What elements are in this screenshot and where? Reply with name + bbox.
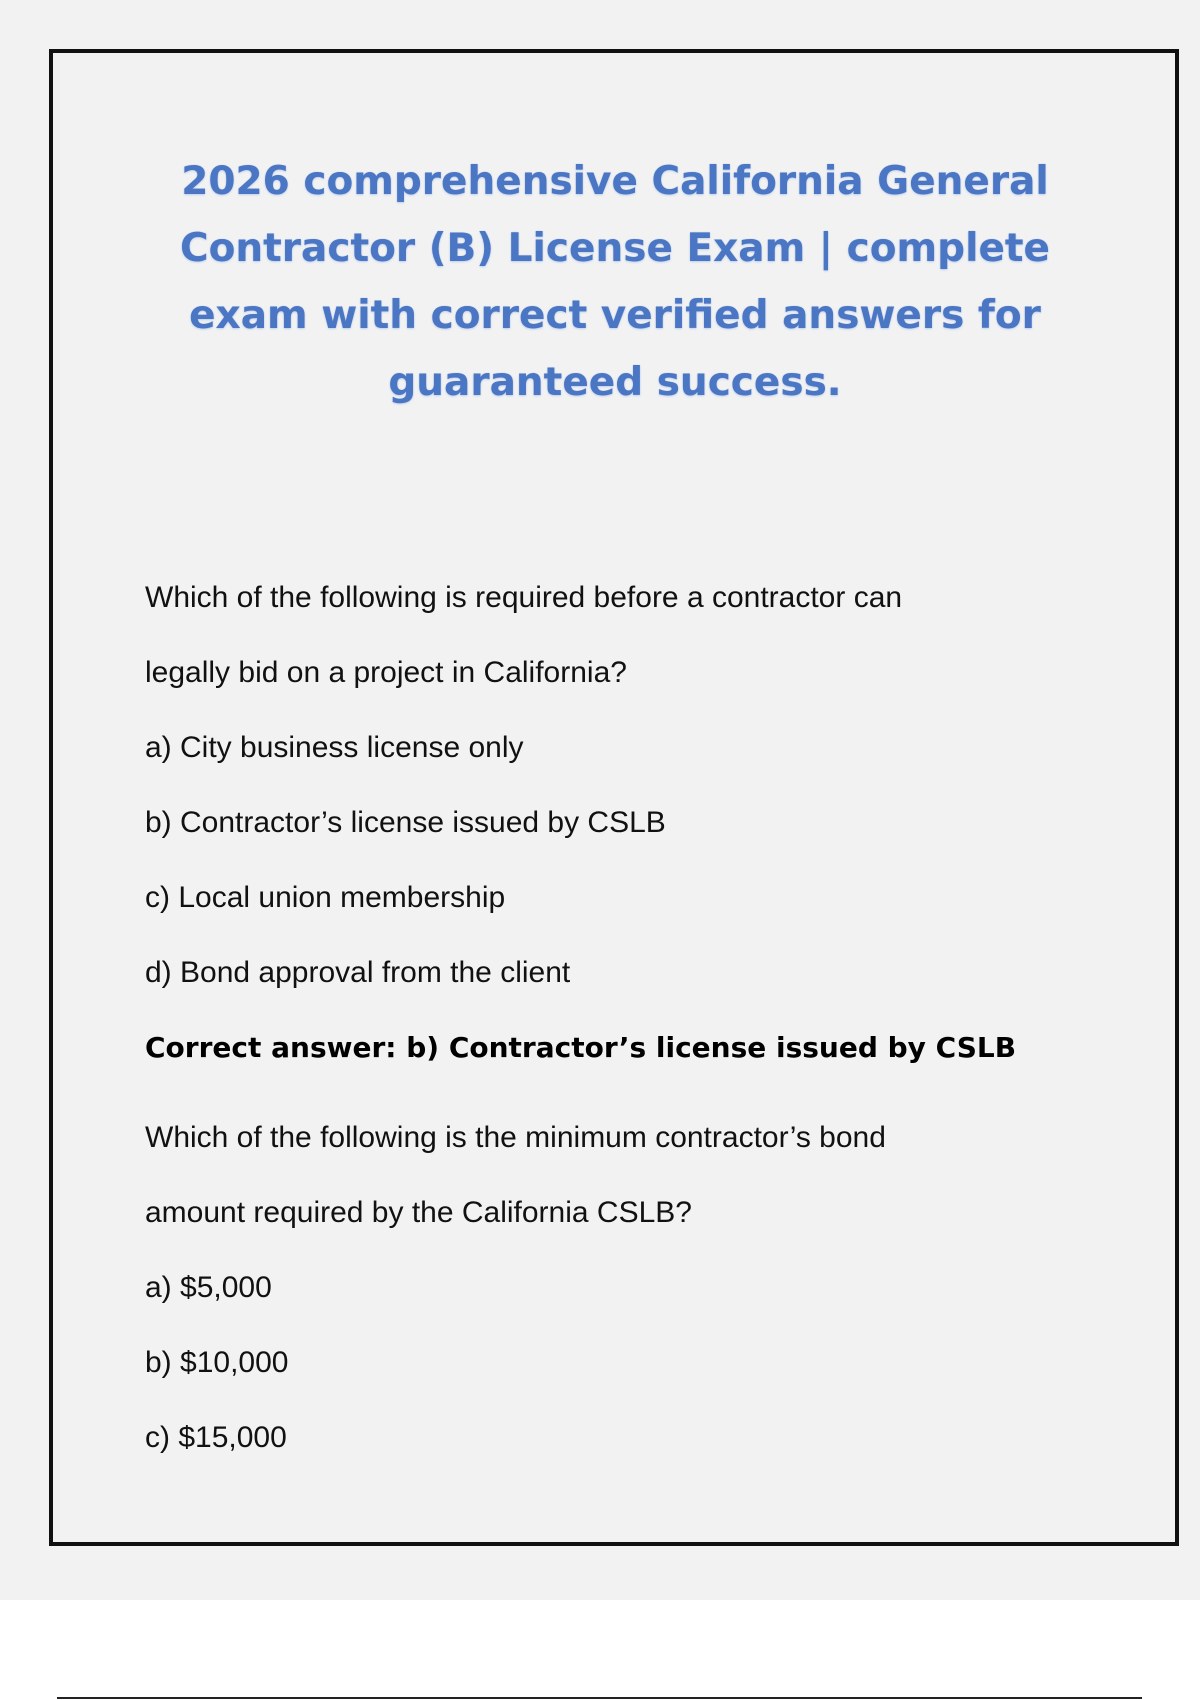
option-d: d) Bond approval from the client	[145, 956, 571, 989]
footer-divider	[57, 1697, 1142, 1699]
title-line: Contractor (B) License Exam | complete	[179, 226, 1051, 271]
question-block	[145, 1100, 1105, 1475]
correct-answer: Correct answer: b) Contractor’s license issued by CSLB	[145, 1031, 1017, 1064]
option-a: a) City business license only	[145, 731, 524, 764]
title-line: guaranteed success.	[388, 360, 842, 405]
title-line: 2026 comprehensive California General	[181, 159, 1049, 204]
option-b: b) Contractor’s license issued by CSLB	[145, 806, 666, 839]
question-text: amount required by the California CSLB?	[145, 1196, 692, 1229]
option-b: b) $10,000	[145, 1346, 289, 1379]
document-title	[120, 148, 1110, 416]
question-text: Which of the following is required before a contractor can	[145, 581, 903, 614]
question-list	[145, 560, 1105, 1475]
question-spacer	[145, 1085, 1105, 1100]
option-a: a) $5,000	[145, 1271, 272, 1304]
option-c: c) $15,000	[145, 1421, 287, 1454]
question-block	[145, 560, 1105, 1085]
question-text: Which of the following is the minimum contractor’s bond	[145, 1121, 886, 1154]
option-c: c) Local union membership	[145, 881, 506, 914]
title-line: exam with correct verified answers for	[189, 293, 1041, 338]
question-text: legally bid on a project in California?	[145, 656, 627, 689]
